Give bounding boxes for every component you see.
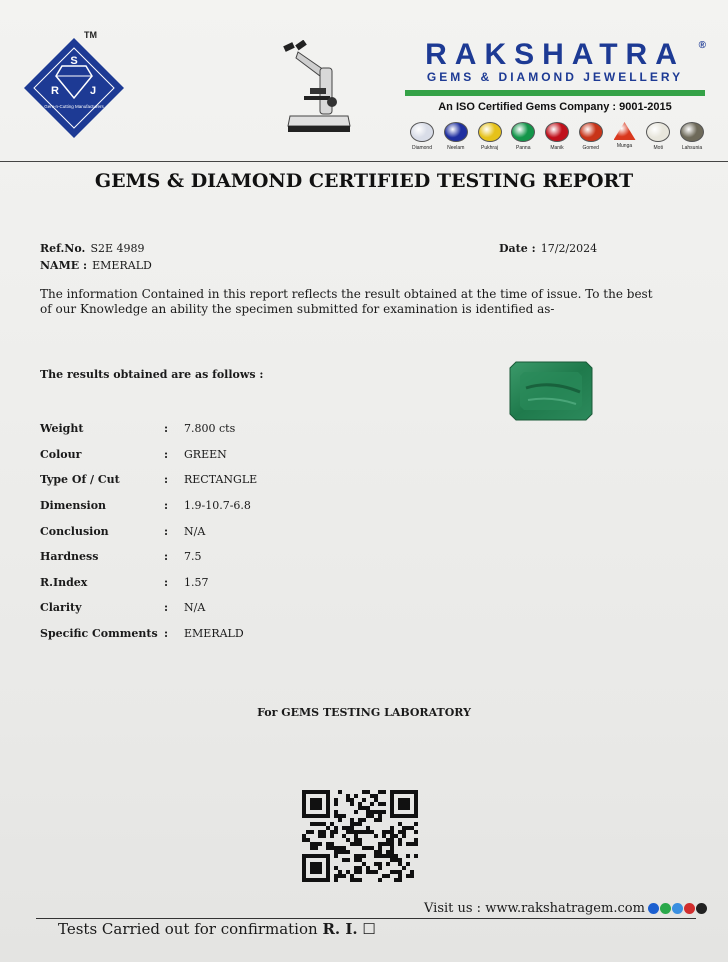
- brand-block: [400, 38, 710, 84]
- result-label: Dimension: [40, 499, 107, 513]
- result-label: Colour: [40, 447, 82, 461]
- ref-value: S2E 4989: [90, 242, 145, 255]
- trademark-label: TM: [84, 30, 97, 40]
- gem-label: Gomed: [582, 145, 599, 151]
- report-date: [499, 237, 597, 256]
- tests-note: [58, 920, 376, 938]
- result-separator: :: [164, 550, 169, 564]
- result-row: [40, 621, 440, 647]
- srj-logo: [22, 36, 126, 140]
- instagram-icon[interactable]: [696, 903, 707, 914]
- result-label: Weight: [40, 422, 84, 436]
- date-label: Date :: [499, 242, 536, 255]
- social-icons: [647, 903, 707, 914]
- result-row: [40, 518, 440, 544]
- result-value: N/A: [184, 524, 206, 538]
- gomed-gem-icon: [579, 122, 603, 142]
- pukhraj-gem-icon: [478, 122, 502, 142]
- gem-item: [677, 122, 707, 158]
- result-row: [40, 570, 440, 596]
- whatsapp-icon[interactable]: [660, 903, 671, 914]
- gem-item: [610, 122, 640, 158]
- result-separator: :: [164, 627, 169, 641]
- gem-label: Pukhraj: [481, 145, 498, 151]
- gem-item: [542, 122, 572, 158]
- result-separator: :: [164, 422, 169, 436]
- footer-divider: [36, 918, 696, 919]
- result-separator: :: [164, 524, 169, 538]
- result-value: 7.800 cts: [184, 422, 236, 436]
- result-value: 7.5: [184, 550, 202, 564]
- brand-name: RAKSHATRA: [425, 38, 685, 71]
- panna-gem-icon: [511, 122, 535, 142]
- result-row: [40, 442, 440, 468]
- tests-text: Tests Carried out for confirmation: [58, 920, 318, 938]
- gem-label: Munga: [616, 143, 633, 149]
- neelam-gem-icon: [444, 122, 468, 142]
- name-label: NAME :: [40, 259, 88, 272]
- gem-strip: [407, 122, 707, 158]
- header-divider: [0, 161, 728, 162]
- logo-tagline: Gem-n-Cutting Manufacturers: [44, 104, 104, 109]
- brand-subtitle: GEMS & DIAMOND JEWELLERY: [426, 70, 684, 84]
- emerald-photo: [506, 358, 594, 422]
- result-value: 1.57: [184, 575, 209, 589]
- gem-item: [407, 122, 437, 158]
- result-separator: :: [164, 575, 169, 589]
- results-table: [40, 416, 440, 646]
- lab-signature-label: For GEMS TESTING LABORATORY: [257, 706, 471, 719]
- twitter-icon[interactable]: [672, 903, 683, 914]
- visit-us: [424, 901, 707, 916]
- result-row: [40, 595, 440, 621]
- result-separator: :: [164, 447, 169, 461]
- gem-label: Panna: [516, 145, 531, 151]
- gem-item: [441, 122, 471, 158]
- gem-item: [475, 122, 505, 158]
- result-label: Clarity: [40, 601, 82, 615]
- qr-code[interactable]: [302, 790, 418, 882]
- munga-gem-icon: [614, 122, 636, 140]
- result-value: N/A: [184, 601, 206, 615]
- checkbox-glyph: ☐: [362, 920, 376, 938]
- result-value: 1.9-10.7-6.8: [184, 499, 251, 513]
- date-value: 17/2/2024: [540, 242, 598, 255]
- ri-label: R. I.: [322, 920, 358, 938]
- gem-item: [508, 122, 538, 158]
- results-heading: The results obtained are as follows :: [40, 368, 264, 381]
- result-label: Type Of / Cut: [40, 473, 120, 487]
- result-label: Conclusion: [40, 524, 109, 538]
- gem-item: [643, 122, 673, 158]
- gem-label: Diamond: [411, 145, 432, 151]
- result-separator: :: [164, 473, 169, 487]
- manik-gem-icon: [545, 122, 569, 142]
- report-title: GEMS & DIAMOND CERTIFIED TESTING REPORT: [94, 170, 634, 192]
- lahsunia-gem-icon: [680, 122, 704, 142]
- facebook-icon[interactable]: [648, 903, 659, 914]
- microscope-icon: [276, 40, 356, 136]
- result-separator: :: [164, 601, 169, 615]
- intro-paragraph: The information Contained in this report reflects the result obtained at the time of issue. To the best of our Knowledge an ability the specimen submitted for examination is identified as-: [40, 287, 653, 316]
- registered-mark: ®: [698, 40, 706, 51]
- youtube-icon[interactable]: [684, 903, 695, 914]
- result-row: [40, 416, 440, 442]
- logo-letter-r: R: [51, 85, 59, 97]
- result-value: EMERALD: [184, 627, 244, 641]
- result-row: [40, 467, 440, 493]
- website-link[interactable]: Visit us : www.rakshatragem.com: [424, 901, 645, 916]
- gem-item: [576, 122, 606, 158]
- logo-letter-s: S: [70, 55, 78, 67]
- result-value: GREEN: [184, 447, 227, 461]
- name-value: EMERALD: [92, 259, 152, 272]
- result-label: R.Index: [40, 575, 88, 589]
- result-row: [40, 493, 440, 519]
- result-value: RECTANGLE: [184, 473, 258, 487]
- moti-gem-icon: [646, 122, 670, 142]
- result-separator: :: [164, 499, 169, 513]
- result-label: Specific Comments: [40, 627, 158, 641]
- result-row: [40, 544, 440, 570]
- gem-label: Neelam: [447, 145, 465, 151]
- specimen-name: [40, 254, 152, 273]
- iso-certification: An ISO Certified Gems Company : 9001-2015: [438, 101, 672, 113]
- diamond-gem-icon: [410, 122, 434, 142]
- ref-label: Ref.No.: [40, 242, 86, 255]
- brand-underline: [405, 90, 705, 96]
- gem-label: Manik: [550, 145, 564, 151]
- logo-letter-j: J: [89, 85, 97, 97]
- gem-label: Moti: [653, 145, 663, 151]
- result-label: Hardness: [40, 550, 99, 564]
- gem-label: Lahsunia: [681, 145, 703, 151]
